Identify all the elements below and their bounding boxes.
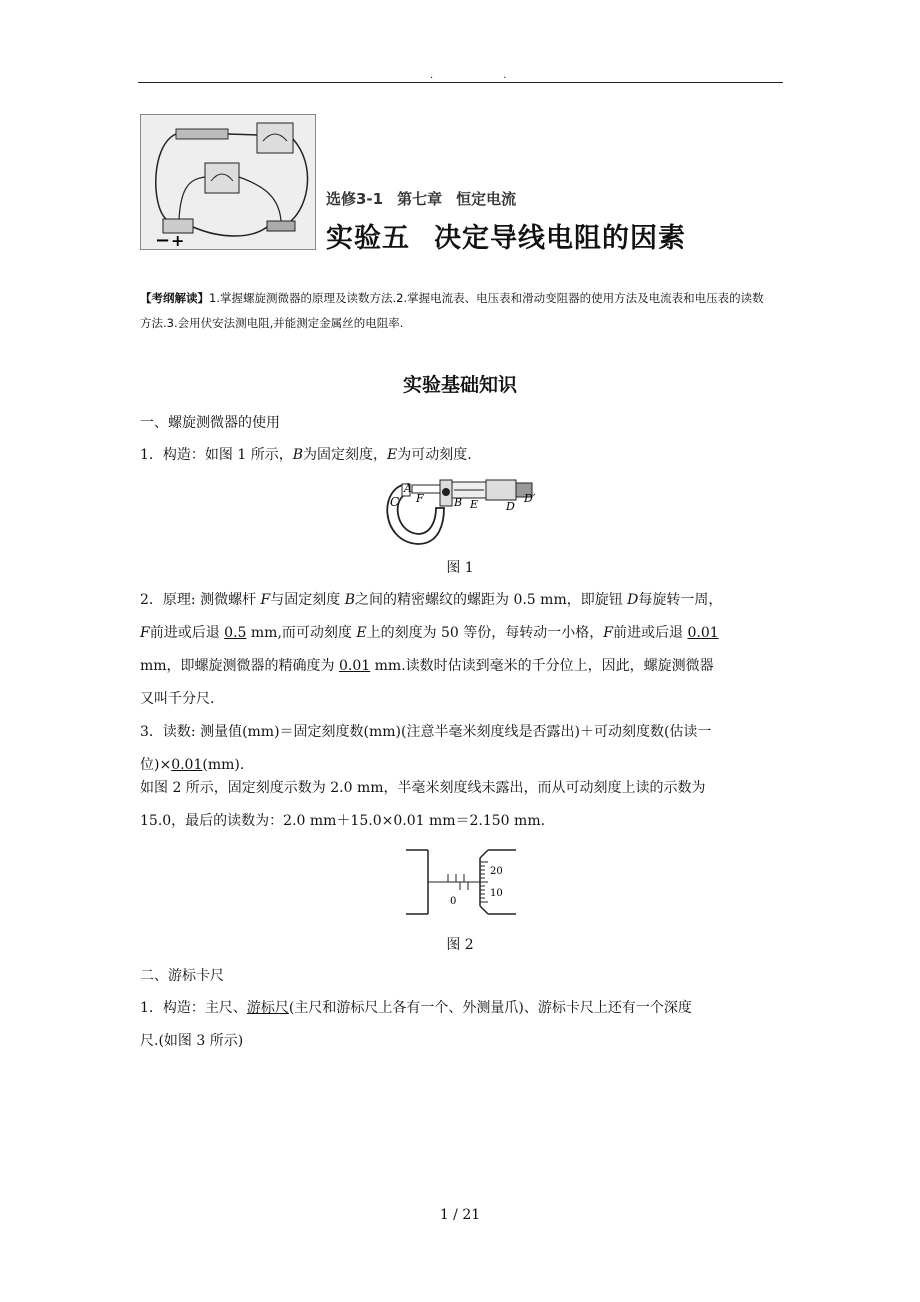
example-paragraph: 如图 2 所示，固定刻度示数为 2.0 mm，半毫米刻度线未露出，而从可动刻度上读的示数为 15.0，最后的读数为：2.0 mm＋15.0×0.01 mm＝2.150 mm. [140, 780, 706, 829]
page-title [326, 216, 686, 255]
tick-label-20: 20 [490, 866, 503, 877]
blank-0.5: 0.5 [224, 625, 247, 641]
rheostat-icon [176, 129, 228, 139]
item1-structure: 1．构造：如图 1 所示，B为固定刻度，E为可动刻度. [140, 447, 472, 463]
label-D-prime: D′ [524, 492, 536, 505]
tick-label-10: 10 [490, 888, 503, 899]
section-title: 实验基础知识 [402, 374, 517, 396]
label-E: E [470, 498, 479, 511]
title-name: 决定导线电阻的因素 [434, 223, 686, 254]
switch-icon [267, 221, 295, 231]
label-A: A [404, 482, 412, 495]
blank-vernier: 游标尺 [246, 1000, 289, 1016]
figure-1-caption: 图 1 [446, 560, 474, 576]
tick-label-0: 0 [450, 896, 457, 907]
header-dots: .. [430, 70, 577, 81]
item3-reading: 3．读数: 测量值(mm)＝固定刻度数(mm)(注意半毫米刻度线是否露出)＋可动刻度数(估读一 位)×0.01(mm). [140, 724, 712, 773]
header-rule [138, 82, 783, 83]
ammeter-icon [257, 123, 293, 153]
heading-vernier: 二、游标卡尺 [140, 968, 224, 984]
label-D: D [506, 500, 515, 513]
vernier-item1: 1．构造：主尺、游标尺(主尺和游标尺上各有一个、外测量爪)、游标卡尺上还有一个深度 尺.(如图 3 所示) [140, 1000, 692, 1049]
outline-line1: 1.掌握螺旋测微器的原理及读数方法.2.掌握电流表、电压表和滑动变阻器的使用方法及电流表和电压表的读数 [209, 291, 764, 305]
figure-2-caption: 图 2 [446, 937, 474, 953]
chapter-subtitle [326, 188, 530, 209]
minus-sign: − [155, 230, 171, 249]
figure-1-micrometer [378, 472, 548, 552]
circuit-illustration-svg [141, 115, 315, 249]
page-number: 1 / 21 [439, 1207, 481, 1223]
circuit-illustration [140, 114, 316, 250]
exam-outline [140, 286, 785, 336]
plus-sign: + [171, 231, 185, 249]
outline-label: 【考纲解读】 [140, 291, 209, 305]
blank-0.01-b: 0.01 [339, 658, 371, 674]
topic-label: 恒定电流 [456, 190, 517, 208]
outline-line2: 方法.3.会用伏安法测电阻,并能测定金属丝的电阻率. [140, 316, 404, 330]
voltmeter-icon [205, 163, 239, 193]
figure-2-scale [406, 844, 518, 920]
label-C: C [390, 495, 400, 509]
blank-0.01-a: 0.01 [687, 625, 719, 641]
micrometer-icon [378, 472, 548, 552]
blank-0.01-c: 0.01 [171, 757, 203, 773]
title-number: 实验五 [326, 223, 410, 254]
chapter-label: 第七章 [397, 190, 443, 208]
item2-principle: 2．原理: 测微螺杆 F与固定刻度 B之间的精密螺纹的螺距为 0.5 mm，即旋钮 D每旋转一周， F前进或后退 0.5 mm,而可动刻度 E上的刻度为 50 等份，每转动一小格，F前进或后退 0.01 mm，即螺旋测微器的精确度为 0.01 mm.读数时估读到毫米的千分位上，因此，螺旋测微器 又叫千分尺. [140, 592, 723, 707]
micrometer-scale-icon [406, 844, 518, 920]
label-B: B [454, 496, 463, 509]
heading-micrometer: 一、螺旋测微器的使用 [140, 415, 280, 431]
label-F: F [416, 492, 424, 505]
module-label: 选修3-1 [326, 190, 384, 208]
